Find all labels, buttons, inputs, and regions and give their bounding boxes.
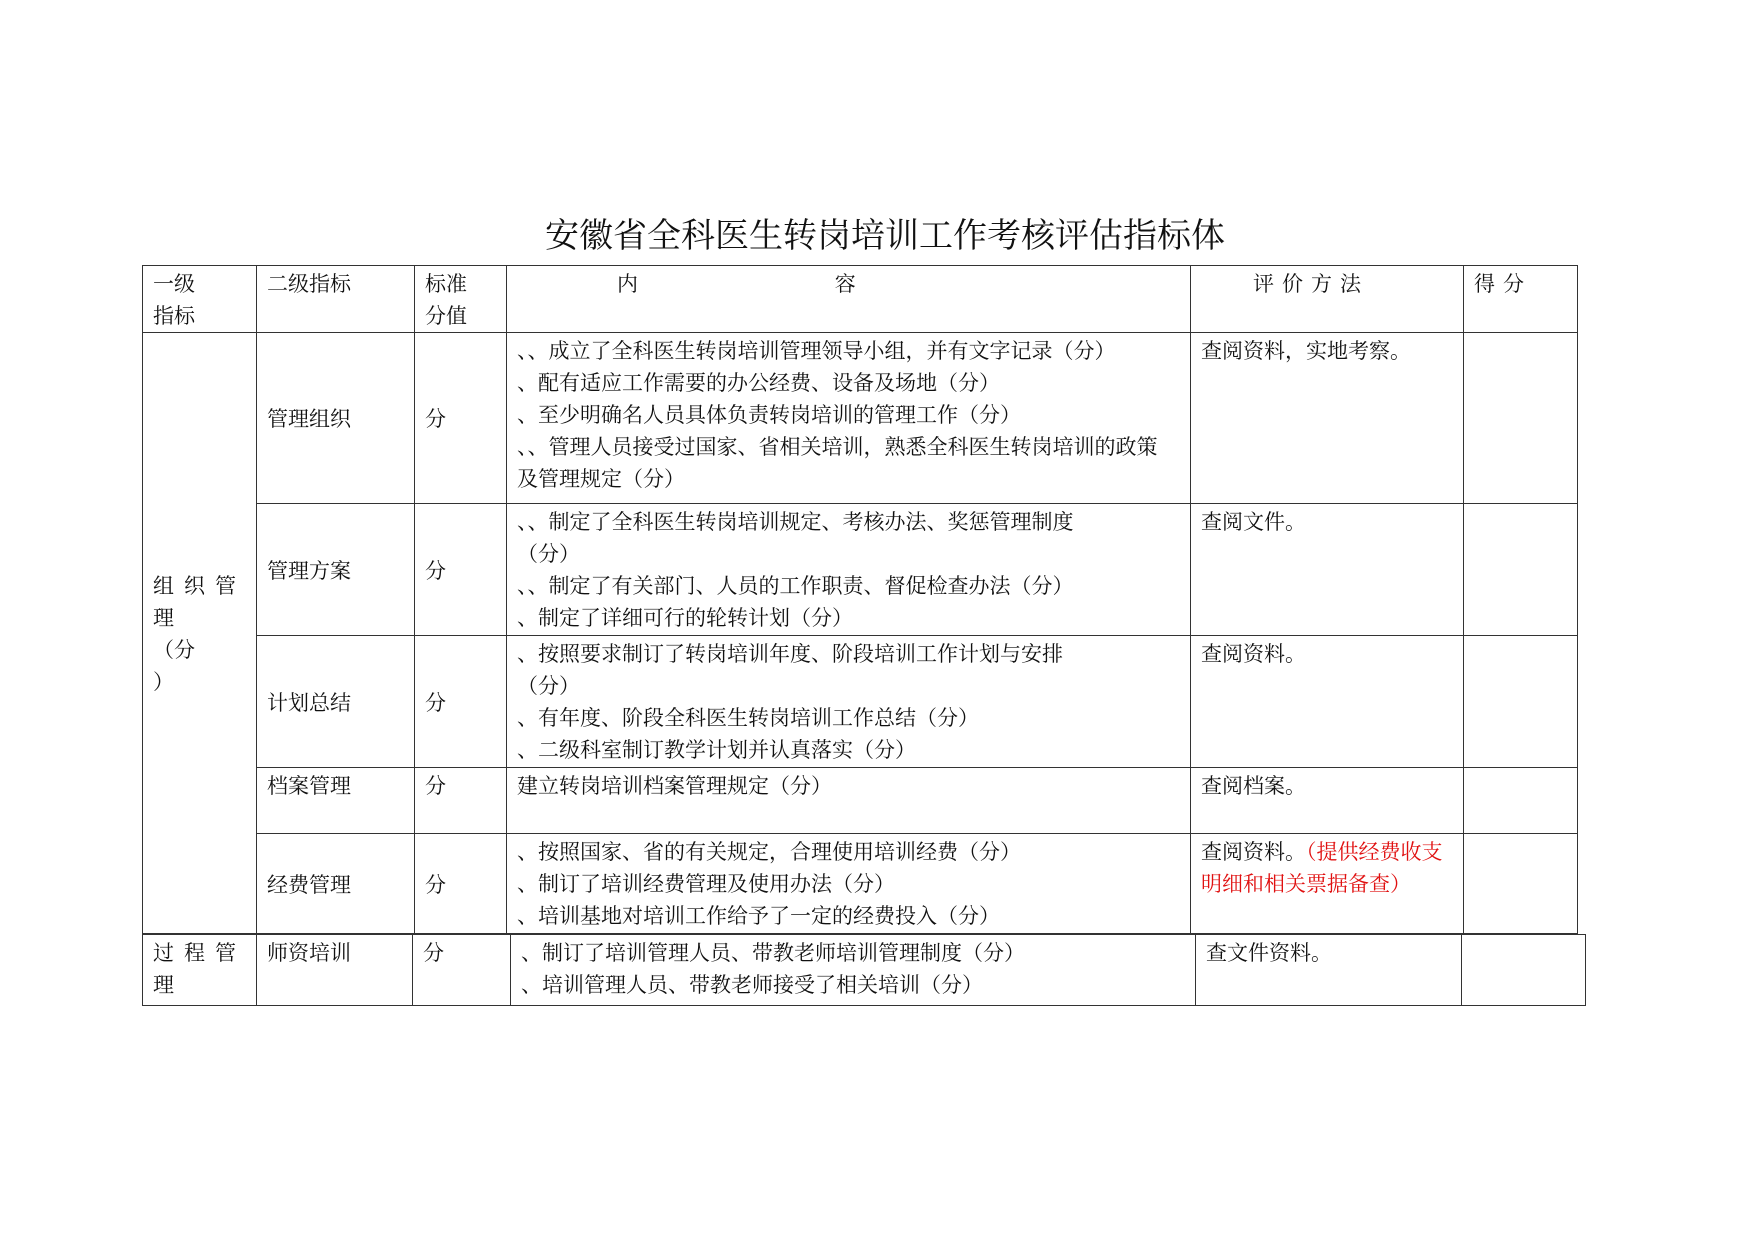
- header-standard-line2: 分值: [425, 304, 467, 328]
- row-points: 分: [415, 504, 507, 636]
- content-item: 、配有适应工作需要的办公经费、设备及场地（分）: [517, 371, 1000, 395]
- row-name: 管理组织: [257, 333, 415, 504]
- method-text: 查阅资料。: [1201, 840, 1306, 864]
- content-item: 、有年度、阶段全科医生转岗培训工作总结（分）: [517, 706, 979, 730]
- section-process-line2: 理: [153, 973, 174, 997]
- row-points: 分: [415, 834, 507, 934]
- section-org-line3: （分: [153, 638, 195, 662]
- row-score[interactable]: [1464, 834, 1578, 934]
- header-level1: [143, 266, 257, 333]
- content-item: （分）: [517, 674, 580, 698]
- row-method: [1191, 834, 1464, 934]
- table-row: [143, 333, 1578, 504]
- header-row: [143, 266, 1578, 333]
- table-row: [143, 768, 1578, 834]
- header-method: 评价方法: [1191, 266, 1464, 333]
- content-item: 及管理规定（分）: [517, 467, 685, 491]
- content-item: （分）: [517, 542, 580, 566]
- row-name: 经费管理: [257, 834, 415, 934]
- row-points: 分: [413, 935, 511, 1006]
- row-points: 分: [415, 333, 507, 504]
- content-item: 、培训管理人员、带教老师接受了相关培训（分）: [521, 973, 983, 997]
- table-row: [143, 636, 1578, 768]
- header-level1-line2: 指标: [153, 304, 195, 328]
- row-points: 分: [415, 768, 507, 834]
- row-method: 查文件资料。: [1196, 935, 1462, 1006]
- row-method: 查阅资料，实地考察。: [1191, 333, 1464, 504]
- content-item: 、制订了培训管理人员、带教老师培训管理制度（分）: [521, 941, 1025, 965]
- content-item: 建立转岗培训档案管理规定（分）: [517, 774, 832, 798]
- content-item: 、、制定了有关部门、人员的工作职责、督促检查办法（分）: [517, 574, 1074, 598]
- row-name: 管理方案: [257, 504, 415, 636]
- section-org-line1: 组织管: [153, 574, 246, 598]
- row-method: 查阅资料。: [1191, 636, 1464, 768]
- content-item: 、、制定了全科医生转岗培训规定、考核办法、奖惩管理制度: [517, 510, 1074, 534]
- row-score[interactable]: [1464, 333, 1578, 504]
- section-process-line1: 过程管: [153, 941, 246, 965]
- content-item: 、二级科室制订教学计划并认真落实（分）: [517, 738, 916, 762]
- evaluation-table: [142, 265, 1578, 934]
- row-name: 计划总结: [257, 636, 415, 768]
- header-standard-line1: 标准: [425, 272, 467, 296]
- row-name: 师资培训: [257, 935, 413, 1006]
- section-label-process: [143, 935, 257, 1006]
- section-org-line4: ）: [153, 670, 174, 694]
- row-content: [511, 935, 1196, 1006]
- method-note: （提供经费收支明细和相关票据备查）: [1201, 840, 1443, 896]
- row-score[interactable]: [1462, 935, 1586, 1006]
- row-points: 分: [415, 636, 507, 768]
- row-content: [507, 333, 1191, 504]
- header-standard: [415, 266, 507, 333]
- content-item: 、按照要求制订了转岗培训年度、阶段培训工作计划与安排: [517, 642, 1063, 666]
- content-item: 、制定了详细可行的轮转计划（分）: [517, 606, 853, 630]
- content-item: 、按照国家、省的有关规定，合理使用培训经费（分）: [517, 840, 1021, 864]
- row-content: [507, 768, 1191, 834]
- row-content: [507, 834, 1191, 934]
- row-score[interactable]: [1464, 768, 1578, 834]
- header-content: [507, 266, 1191, 333]
- section-label-org: [143, 333, 257, 934]
- process-table: [142, 934, 1586, 1006]
- table-row: [143, 935, 1586, 1006]
- row-content: [507, 636, 1191, 768]
- content-item: 、制订了培训经费管理及使用办法（分）: [517, 872, 895, 896]
- table-row: [143, 504, 1578, 636]
- row-score[interactable]: [1464, 636, 1578, 768]
- table-row: [143, 834, 1578, 934]
- header-content-right: 容: [834, 272, 856, 296]
- section-org-line2: 理: [153, 606, 174, 630]
- header-level2: 二级指标: [257, 266, 415, 333]
- content-item: 、培训基地对培训工作给予了一定的经费投入（分）: [517, 904, 1000, 928]
- row-method: 查阅档案。: [1191, 768, 1464, 834]
- content-item: 、、成立了全科医生转岗培训管理领导小组，并有文字记录（分）: [517, 339, 1116, 363]
- header-score: 得分: [1464, 266, 1578, 333]
- row-name: 档案管理: [257, 768, 415, 834]
- content-item: 、、管理人员接受过国家、省相关培训，熟悉全科医生转岗培训的政策: [517, 435, 1158, 459]
- header-content-left: 内: [617, 272, 638, 296]
- row-score[interactable]: [1464, 504, 1578, 636]
- header-level1-line1: 一级: [153, 272, 195, 296]
- row-content: [507, 504, 1191, 636]
- content-item: 、至少明确名人员具体负责转岗培训的管理工作（分）: [517, 403, 1021, 427]
- row-method: 查阅文件。: [1191, 504, 1464, 636]
- page-title: 安徽省全科医生转岗培训工作考核评估指标体: [545, 216, 1225, 256]
